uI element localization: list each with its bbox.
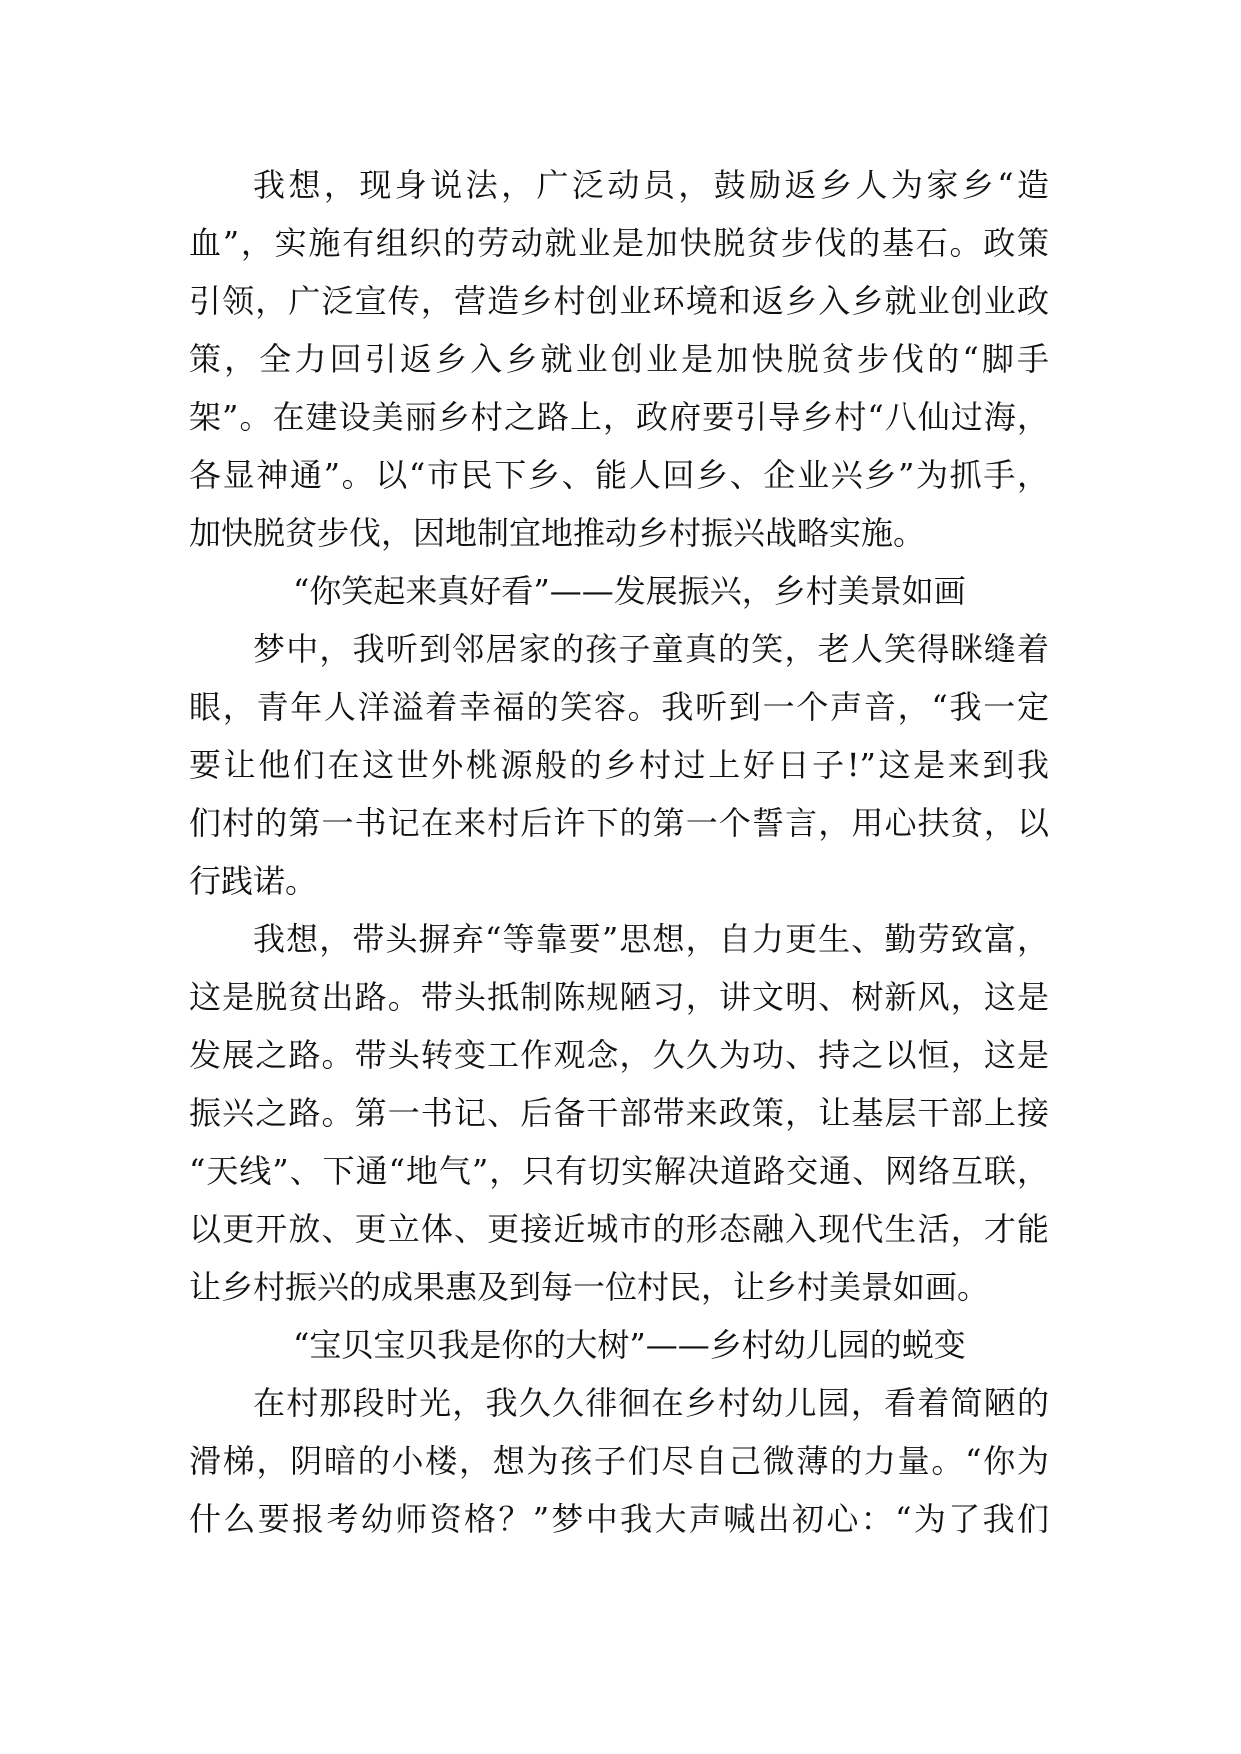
text-line: “天线”、下通“地气”，只有切实解决道路交通、网络互联，	[189, 1152, 1049, 1190]
body-text	[189, 156, 1049, 1548]
text-line: 振兴之路。第一书记、后备干部带来政策，让基层干部上接	[189, 1094, 1049, 1132]
text-line: 们村的第一书记在来村后许下的第一个誓言，用心扶贫，以	[189, 804, 1049, 842]
section-heading: “你笑起来真好看”——发展振兴，乡村美景如画	[293, 572, 966, 610]
text-line: 引领，广泛宣传，营造乡村创业环境和返乡入乡就业创业政	[189, 282, 1049, 320]
text-line: 血”，实施有组织的劳动就业是加快脱贫步伐的基石。政策	[189, 224, 1049, 262]
section-heading: “宝贝宝贝我是你的大树”——乡村幼儿园的蜕变	[293, 1326, 966, 1364]
text-line: 这是脱贫出路。带头抵制陈规陋习，讲文明、树新风，这是	[189, 978, 1049, 1016]
text-line: 在村那段时光，我久久徘徊在乡村幼儿园，看着简陋的	[253, 1384, 1049, 1422]
text-line: 梦中，我听到邻居家的孩子童真的笑，老人笑得眯缝着	[253, 630, 1049, 668]
text-line: 要让他们在这世外桃源般的乡村过上好日子!”这是来到我	[189, 746, 1049, 784]
text-line: 让乡村振兴的成果惠及到每一位村民，让乡村美景如画。	[189, 1268, 990, 1306]
text-line: 我想，现身说法，广泛动员，鼓励返乡人为家乡“造	[253, 166, 1049, 204]
text-line: 滑梯，阴暗的小楼，想为孩子们尽自己微薄的力量。“你为	[189, 1442, 1049, 1480]
text-line: 加快脱贫步伐，因地制宜地推动乡村振兴战略实施。	[189, 514, 926, 552]
text-line: 什么要报考幼师资格？”梦中我大声喊出初心：“为了我们	[189, 1500, 1049, 1538]
text-line: 架”。在建设美丽乡村之路上，政府要引导乡村“八仙过海，	[189, 398, 1049, 436]
text-line: 以更开放、更立体、更接近城市的形态融入现代生活，才能	[189, 1210, 1049, 1248]
text-line: 策，全力回引返乡入乡就业创业是加快脱贫步伐的“脚手	[189, 340, 1049, 378]
text-line: 眼，青年人洋溢着幸福的笑容。我听到一个声音，“我一定	[189, 688, 1049, 726]
text-line: 我想，带头摒弃“等靠要”思想，自力更生、勤劳致富，	[253, 920, 1049, 958]
text-line: 各显神通”。以“市民下乡、能人回乡、企业兴乡”为抓手，	[189, 456, 1049, 494]
text-line: 行践诺。	[189, 862, 318, 900]
text-line: 发展之路。带头转变工作观念，久久为功、持之以恒，这是	[189, 1036, 1049, 1074]
